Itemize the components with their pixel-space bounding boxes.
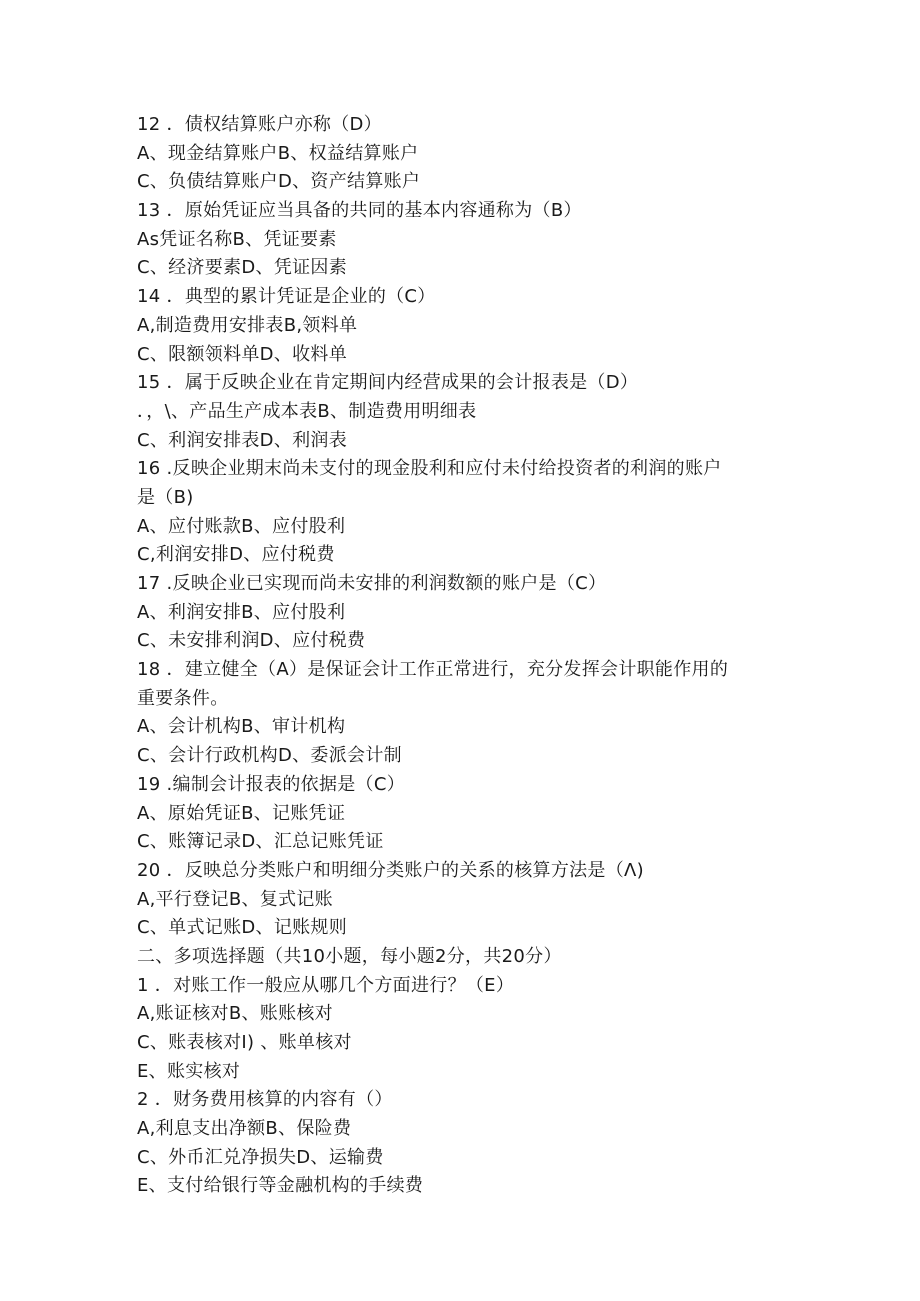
question-19-options-ab: A、原始凭证B、记账凭证	[137, 802, 346, 824]
question-13-options-cd: C、经济要素D、凭证因素	[137, 257, 348, 279]
question-20-options-cd: C、单式记账D、记账规则	[137, 917, 348, 939]
question-20-options-ab: A,平行登记B、复式记账	[137, 888, 333, 910]
mc-question-2-option-e: E、支付给银行等金融机构的手续费	[137, 1175, 424, 1197]
section-heading-multiple-choice: 二、多项选择题（共10小题，每小题2分，共20分）	[137, 945, 562, 967]
question-text-block	[137, 111, 797, 1201]
question-14-options-ab: A,制造费用安排表B,领料单	[137, 314, 358, 336]
question-18-stem-continued: 重要条件。	[137, 687, 229, 709]
question-16-options-cd: C,利润安排D、应付税费	[137, 544, 335, 566]
question-13-stem: 13 ．原始凭证应当具备的共同的基本内容通称为（B）	[137, 200, 582, 222]
question-19-options-cd: C、账簿记录D、汇总记账凭证	[137, 831, 384, 853]
mc-question-1-stem: 1 ．对账工作一般应从哪几个方面进行？（E）	[137, 974, 515, 996]
question-12-options-ab: A、现金结算账户B、权益结算账户	[137, 142, 419, 164]
question-16-stem-continued: 是（B)	[137, 486, 194, 508]
mc-question-2-stem: 2 ．财务费用核算的内容有（）	[137, 1089, 393, 1111]
question-17-stem: 17 .反映企业已实现而尚未安排的利润数额的账户是（C）	[137, 573, 607, 594]
question-18-stem: 18 ．建立健全（A）是保证会计工作正常进行，充分发挥会计职能作用的	[137, 659, 729, 681]
question-15-options-cd: C、利润安排表D、利润表	[137, 429, 348, 451]
mc-question-1-options-cd: C、账表核对I) 、账单核对	[137, 1032, 352, 1053]
question-19-stem: 19 .编制会计报表的依据是（C）	[137, 773, 406, 795]
question-14-options-cd: C、限额领料单D、收料单	[137, 343, 348, 365]
question-18-options-cd: C、会计行政机构D、委派会计制	[137, 745, 402, 767]
question-16-options-ab: A、应付账款B、应付股利	[137, 515, 346, 537]
question-15-stem: 15 ．属于反映企业在肯定期间内经营成果的会计报表是（D）	[137, 372, 639, 394]
question-18-options-ab: A、会计机构B、审计机构	[137, 716, 346, 738]
mc-question-2-options-ab: A,利息支出净额B、保险费	[137, 1118, 352, 1140]
question-17-options-cd: C、未安排利润D、应付税费	[137, 630, 366, 652]
mc-question-2-options-cd: C、外币汇兑净损失D、运输费	[137, 1146, 384, 1168]
mc-question-1-option-e: E、账实核对	[137, 1060, 241, 1082]
question-12-stem: 12 ．债权结算账户亦称（D）	[137, 114, 382, 135]
mc-question-1-options-ab: A,账证核对B、账账核对	[137, 1003, 333, 1025]
question-12-options-cd: C、负债结算账户D、资产结算账户	[137, 171, 421, 193]
question-20-stem: 20 ．反映总分类账户和明细分类账户的关系的核算方法是（Λ)	[137, 859, 644, 881]
question-14-stem: 14 ．典型的累计凭证是企业的（C）	[137, 286, 436, 308]
question-13-options-ab: As凭证名称B、凭证要素	[137, 228, 337, 250]
question-15-options-ab: ．，\、产品生产成本表B、制造费用明细表	[137, 400, 477, 422]
question-17-options-ab: A、利润安排B、应付股利	[137, 601, 346, 623]
question-16-stem: 16 .反映企业期末尚未支付的现金股利和应付未付给投资者的利润的账户	[137, 458, 722, 480]
